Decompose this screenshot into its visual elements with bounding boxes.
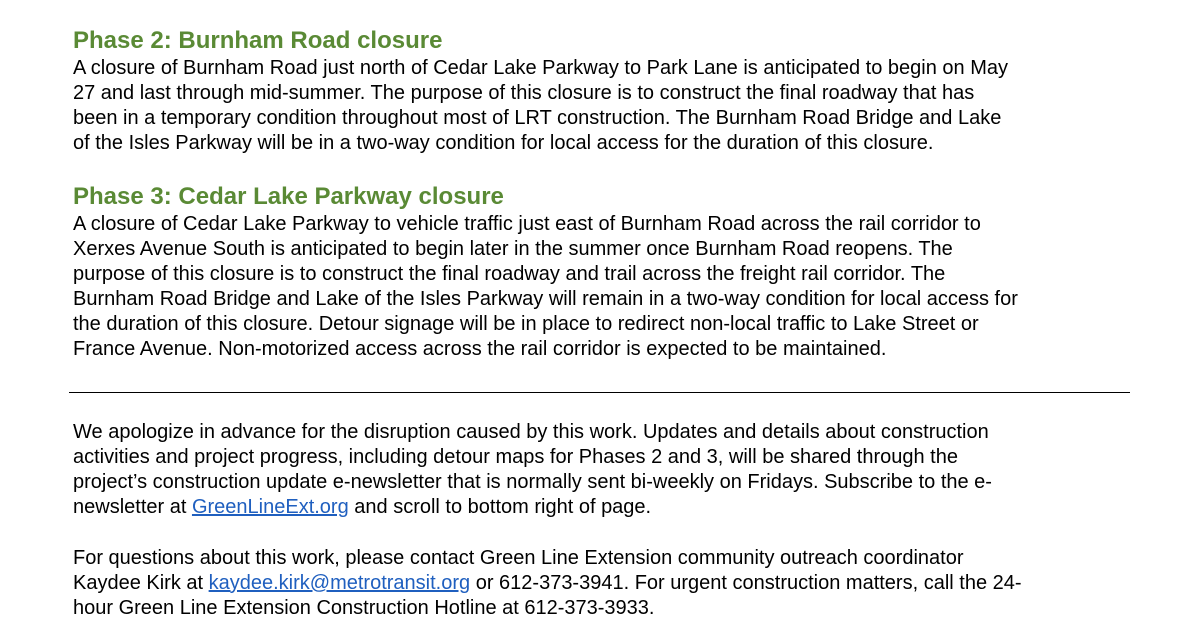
contact-line: For questions about this work, please contact Green Line Extension community outreach coordinator [73, 547, 964, 569]
phase3-line: Xerxes Avenue South is anticipated to begin later in the summer once Burnham Road reopens. The [73, 238, 953, 260]
contact-email-line [73, 571, 1133, 596]
phase3-line: the duration of this closure. Detour signage will be in place to redirect non-local traffic to Lake Street or [73, 313, 979, 335]
phase3-line: purpose of this closure is to construct the final roadway and trail across the freight rail corridor. The [73, 263, 946, 285]
phase2-heading: Phase 2: Burnham Road closure [73, 27, 443, 54]
apology-paragraph [73, 420, 1133, 520]
phase2-line: been in a temporary condition throughout most of LRT construction. The Burnham Road Bridge and Lake [73, 107, 1002, 129]
email-link[interactable]: kaydee.kirk@metrotransit.org [208, 572, 471, 594]
contact-line2-prefix: Kaydee Kirk at [73, 572, 209, 594]
phase2-line: A closure of Burnham Road just north of Cedar Lake Parkway to Park Lane is anticipated to begin on May [73, 57, 1008, 79]
phase3-heading: Phase 3: Cedar Lake Parkway closure [73, 183, 504, 210]
phase2-paragraph [73, 56, 1133, 156]
apology-line: activities and project progress, including detour maps for Phases 2 and 3, will be shared through the [73, 446, 958, 468]
phase3-line: France Avenue. Non-motorized access across the rail corridor is expected to be maintained. [73, 338, 887, 360]
apology-last-line [73, 495, 1133, 520]
contact-line: hour Green Line Extension Construction Hotline at 612-373-3933. [73, 597, 655, 619]
apology-last-prefix: newsletter at [73, 496, 192, 518]
phase3-line: A closure of Cedar Lake Parkway to vehicle traffic just east of Burnham Road across the rail corridor to [73, 213, 981, 235]
section-divider [69, 392, 1130, 393]
phase2-line: of the Isles Parkway will be in a two-way condition for local access for the duration of this closure. [73, 132, 934, 154]
apology-last-suffix: and scroll to bottom right of page. [348, 496, 652, 518]
apology-line: project’s construction update e-newsletter that is normally sent bi-weekly on Fridays. Subscribe to the e- [73, 471, 992, 493]
greenlineext-link[interactable]: GreenLineExt.org [191, 496, 349, 518]
contact-line2-suffix: or 612-373-3941. For urgent construction matters, call the 24- [470, 572, 1022, 594]
phase2-line: 27 and last through mid-summer. The purpose of this closure is to construct the final roadway that has [73, 82, 975, 104]
phase3-paragraph [73, 212, 1133, 362]
contact-paragraph [73, 546, 1133, 621]
apology-line: We apologize in advance for the disruption caused by this work. Updates and details about construction [73, 421, 989, 443]
phase3-line: Burnham Road Bridge and Lake of the Isles Parkway will remain in a two-way condition for local access for [73, 288, 1018, 310]
